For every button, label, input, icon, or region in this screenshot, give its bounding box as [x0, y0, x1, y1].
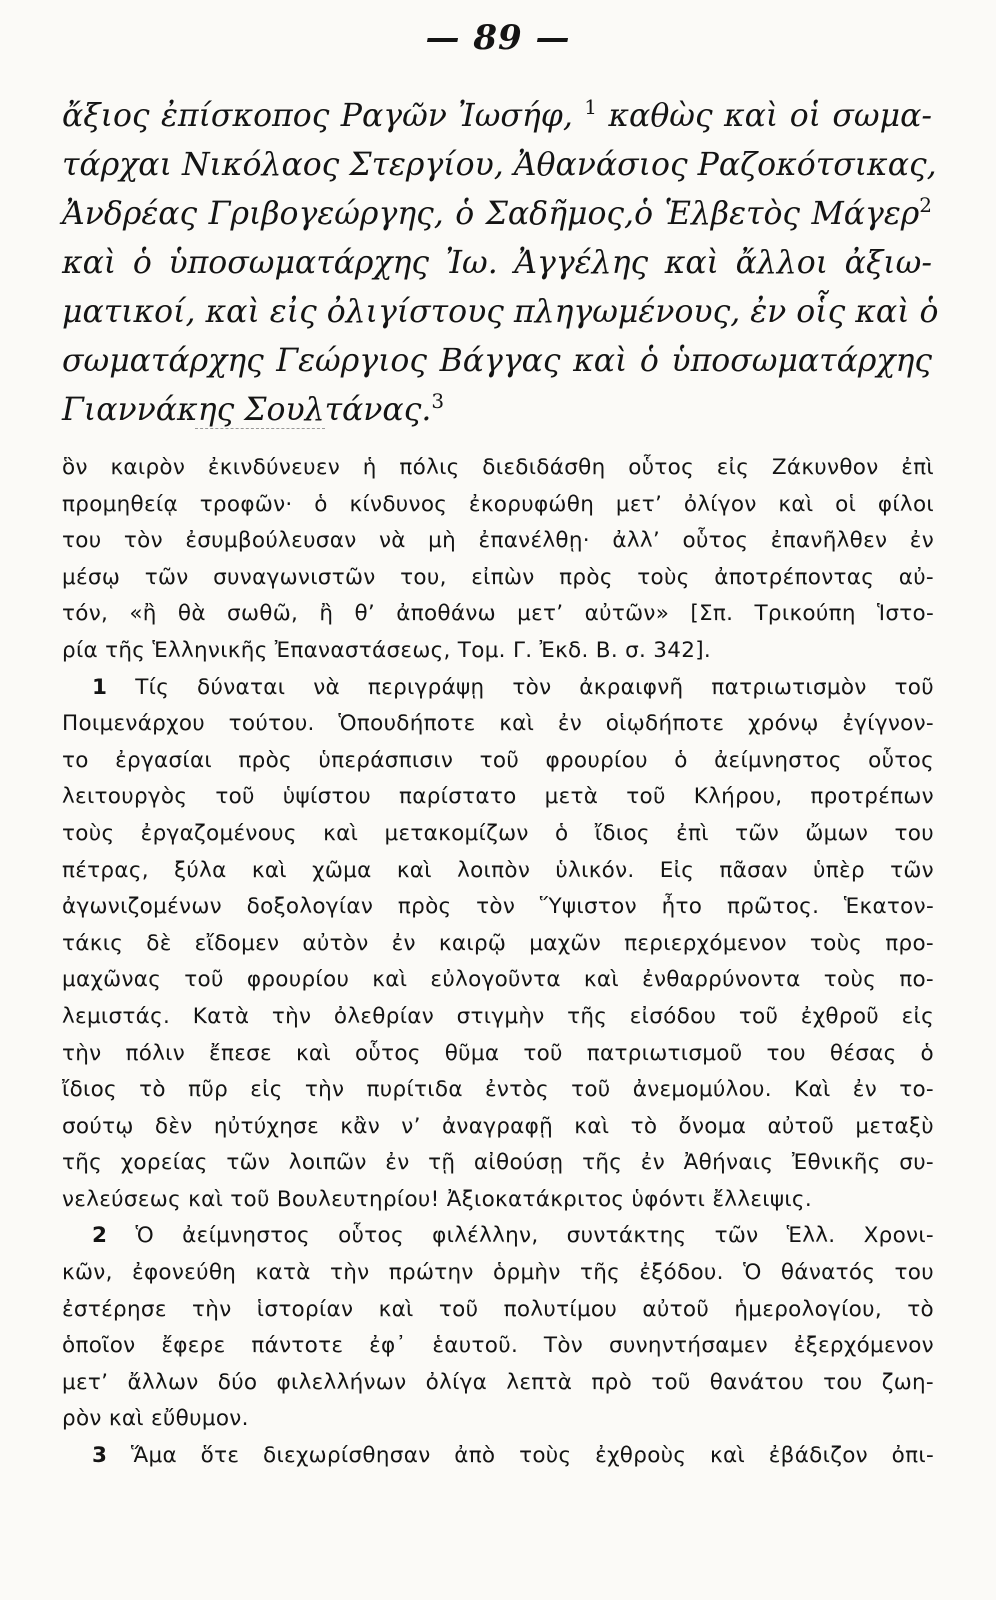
footnote-1-line: τὴν πόλιν ἔπεσε καὶ οὗτος θῦμα τοῦ πατριωτισμοῦ του θέσας ὁ — [62, 1040, 934, 1066]
footnote-1-line: μαχῶνας τοῦ φρουρίου καὶ εὐλογοῦντα καὶ ἐνθαρρύνοντα τοὺς πο- — [62, 967, 934, 993]
note-continuation-line: ρία τῆς Ἑλληνικῆς Ἐπαναστάσεως, Τομ. Γ. Ἐκδ. Β. σ. 342]. — [62, 637, 712, 663]
footnote-1-line: ἴδιος τὸ πῦρ εἰς τὴν πυρίτιδα ἐντὸς τοῦ ἀνεμομύλου. Καὶ ἐν το- — [62, 1077, 934, 1103]
footnote-1-line: σούτῳ δὲν ηὐτύχησε κἂν ν’ ἀναγραφῇ καὶ τὸ ὄνομα αὐτοῦ μεταξὺ — [62, 1113, 934, 1139]
footnote-3-line — [62, 1438, 934, 1475]
footnote-1-line: λεμιστάς. Κατὰ τὴν ὀλεθρίαν στιγμὴν τῆς εἰσόδου τοῦ ἐχθροῦ εἰς — [62, 1003, 934, 1029]
footnote-3-text: Ἅμα ὅτε διεχωρίσθησαν ἀπὸ τοὺς ἐχθροὺς καὶ ἐβάδιζον ὀπι- — [130, 1443, 934, 1469]
main-line-text: ἄξιος ἐπίσκοπος Ραγῶν Ἰωσήφ, — [62, 98, 585, 134]
footnote-2-text: Ὁ ἀείμνηστος οὗτος φιλέλλην, συντάκτης τῶν Ἑλλ. Χρονι- — [135, 1223, 934, 1249]
note-continuation-line: μέσῳ τῶν συναγωνιστῶν του, εἰπὼν πρὸς τοὺς ἀποτρέποντας αὐ- — [62, 564, 934, 590]
main-line-text: Ἀνδρέας Γριβογεώργης, ὁ Σαδῆμος,ὁ Ἑλβετὸς Μάγερ — [62, 196, 920, 232]
footnote-2-number: 2 — [92, 1223, 108, 1249]
note-continuation-line: του τὸν ἐσυμβούλευσαν νὰ μὴ ἐπανέλθῃ· ἀλλ’ οὗτος ἐπανῆλθεν ἐν — [62, 528, 934, 554]
main-line — [62, 386, 932, 435]
footnote-marker: 1 — [584, 95, 597, 119]
note-continuation-line: τόν, «ἢ θὰ σωθῶ, ἢ θ’ ἀποθάνω μετ’ αὐτῶν» [Σπ. Τρικούπη Ἱστο- — [62, 601, 934, 627]
footnote-1-line: τῆς χορείας τῶν λοιπῶν ἐν τῇ αἰθούσῃ τῆς ἐν Ἀθήναις Ἐθνικῆς συ- — [62, 1150, 934, 1176]
main-line: καὶ ὁ ὑποσωματάρχης Ἰω. Ἀγγέλης καὶ ἄλλοι ἀξιω- — [62, 245, 932, 281]
footnote-2-line: κῶν, ἐφονεύθη κατὰ τὴν πρώτην ὁρμὴν τῆς ἐξόδου. Ὁ θάνατός του — [62, 1260, 934, 1286]
footnotes — [62, 450, 934, 1475]
main-line: ματικοί, καὶ εἰς ὀλιγίστους πληγωμένους, ἐν οἷς καὶ ὁ — [62, 294, 939, 330]
footnote-1-line: το ἐργασίαι πρὸς ὑπεράσπισιν τοῦ φρουρίου ὁ ἀείμνηστος οὗτος — [62, 747, 934, 773]
footnote-2-line: μετ’ ἄλλων δύο φιλελλήνων ὀλίγα λεπτὰ πρὸ τοῦ θανάτου του ζωη- — [62, 1369, 934, 1395]
main-line — [62, 92, 932, 141]
footnote-3-number: 3 — [92, 1443, 108, 1469]
footnote-1-text: Τίς δύναται νὰ περιγράψῃ τὸν ἀκραιφνῆ πατριωτισμὸν τοῦ — [135, 674, 934, 700]
footnote-1-line: τοὺς ἐργαζομένους καὶ μετακομίζων ὁ ἴδιος ἐπὶ τῶν ὤμων του — [62, 820, 934, 846]
footnote-1-line: ἀγωνιζομένων δοξολογίαν πρὸς τὸν Ὕψιστον ἦτο πρῶτος. Ἑκατον- — [62, 894, 934, 920]
footnote-1-line: τάκις δὲ εἴδομεν αὐτὸν ἐν καιρῷ μαχῶν περιερχόμενον τοὺς προ- — [62, 930, 934, 956]
note-continuation-line: ὃν καιρὸν ἐκινδύνευεν ἡ πόλις διεδιδάσθη οὗτος εἰς Ζάκυνθον ἐπὶ — [62, 455, 934, 480]
footnote-2-line — [62, 1218, 934, 1255]
footnote-1-line: πέτρας, ξύλα καὶ χῶμα καὶ λοιπὸν ὑλικόν. Εἰς πᾶσαν ὑπὲρ τῶν — [62, 857, 934, 883]
page-number: — 89 — — [425, 18, 571, 58]
footnote-1-line — [62, 670, 934, 707]
footnote-marker: 3 — [431, 389, 445, 413]
footnote-1-line: λειτουργὸς τοῦ ὑψίστου παρίστατο μετὰ τοῦ Κλήρου, προτρέπων — [62, 784, 934, 810]
footnote-marker: 2 — [919, 193, 932, 217]
footnote-2-line: ρὸν καὶ εὔθυμον. — [62, 1406, 249, 1432]
footnote-2-line: ὁποῖον ἔφερε πάντοτε ἐφ᾽ ἑαυτοῦ. Τὸν συνηντήσαμεν ἐξερχόμενον — [62, 1333, 934, 1359]
main-text — [62, 92, 939, 435]
footnote-divider — [195, 428, 325, 429]
footnote-1-number: 1 — [92, 674, 108, 700]
main-line — [62, 190, 932, 239]
footnote-2-line: ἐστέρησε τὴν ἱστορίαν καὶ τοῦ πολυτίμου αὐτοῦ ἡμερολογίου, τὸ — [62, 1296, 934, 1322]
footnote-1-line: Ποιμενάρχου τούτου. Ὁπουδήποτε καὶ ἐν οἱῳδήποτε χρόνῳ ἐγίγνον- — [62, 711, 934, 737]
main-line-text: Γιαννάκης Σουλτάνας. — [62, 392, 432, 428]
footnote-1-line: νελεύσεως καὶ τοῦ Βουλευτηρίου! Ἀξιοκατάκριτος ὑφόντι ἔλλειψις. — [62, 1186, 812, 1212]
main-line: τάρχαι Νικόλαος Στεργίου, Ἀθανάσιος Ραζοκότσικας, — [62, 147, 937, 183]
main-line-text: καθὼς καὶ οἱ σωμα- — [596, 98, 932, 134]
main-line: σωματάρχης Γεώργιος Βάγγας καὶ ὁ ὑποσωματάρχης — [62, 343, 932, 379]
note-continuation-line: προμηθείᾳ τροφῶν· ὁ κίνδυνος ἐκορυφώθη μετ’ ὀλίγον καὶ οἱ φίλοι — [62, 491, 934, 517]
